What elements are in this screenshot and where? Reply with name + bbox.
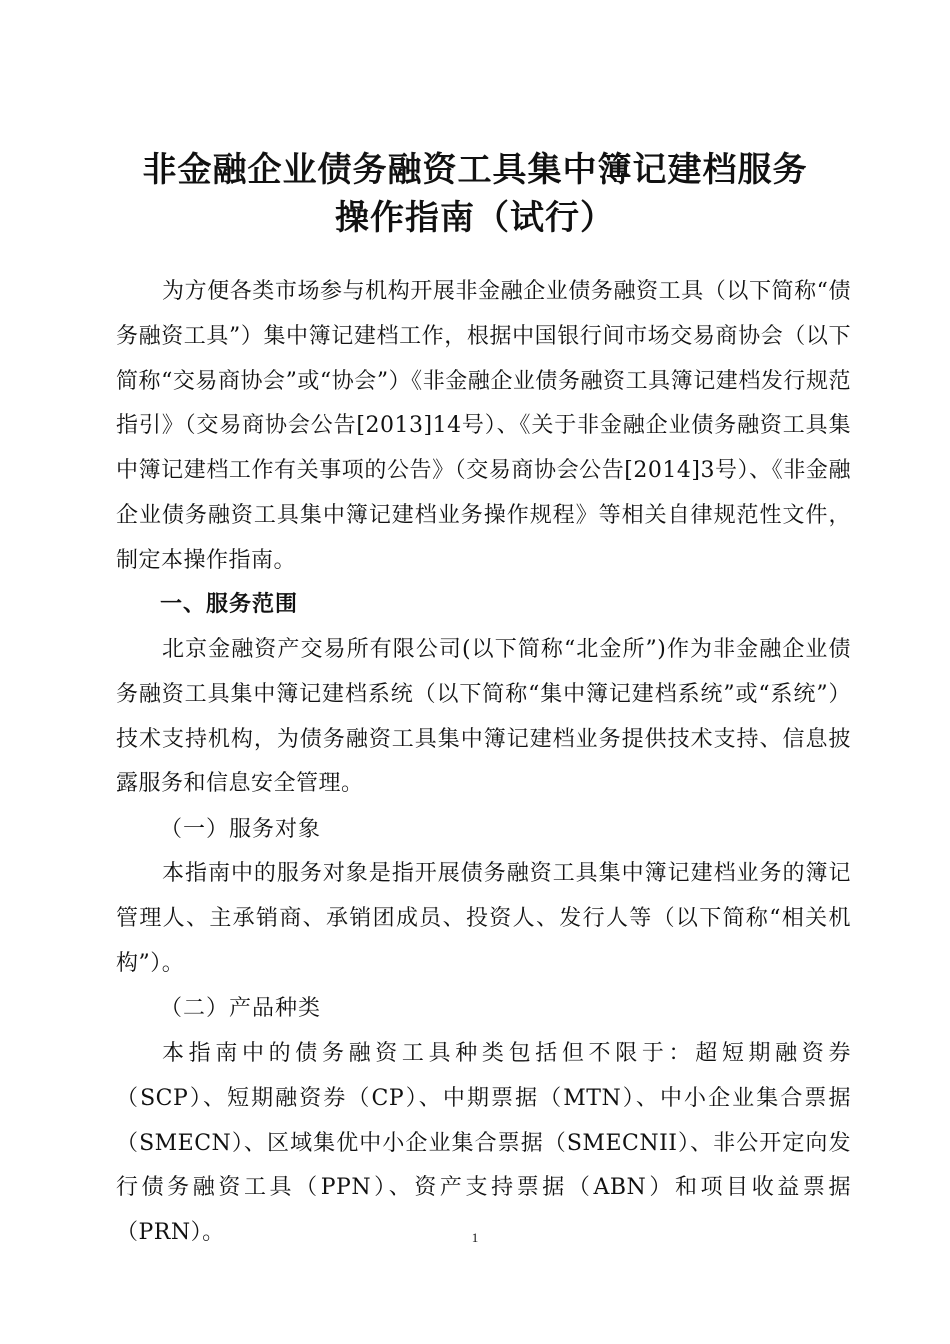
section1-heading: 一、服务范围 <box>160 592 299 617</box>
subsection2-heading: （二）产品种类 <box>160 996 322 1021</box>
subsection1-paragraph: 本指南中的服务对象是指开展债务融资工具集中簿记建档业务的簿记管理人、主承销商、承销团成员、投资人、发行人等（以下简称“相关机构”）。 <box>116 861 851 976</box>
intro-paragraph: 为方便各类市场参与机构开展非金融企业债务融资工具（以下简称“债务融资工具”）集中簿记建档工作，根据中国银行间市场交易商协会（以下简称“交易商协会”或“协会”）《非金融企业债务融资工具簿记建档发行规范指引》（交易商协会公告[2013]14号）、《关于非金融企业债务融资工具集中簿记建档工作有关事项的公告》（交易商协会公告[2014]3号）、《非金融企业债务融资工具集中簿记建档业务操作规程》等相关自律规范性文件，制定本操作指南。 <box>116 279 851 573</box>
section1-paragraph: 北京金融资产交易所有限公司(以下简称“北金所”)作为非金融企业债务融资工具集中簿记建档系统（以下简称“集中簿记建档系统”或“系统”）技术支持机构，为债务融资工具集中簿记建档业务提供技术支持、信息披露服务和信息安全管理。 <box>116 637 851 797</box>
document-title-line2: 操作指南（试行） <box>335 198 615 238</box>
subsection1-heading: （一）服务对象 <box>160 817 322 842</box>
document-title-line1: 非金融企业债务融资工具集中簿记建档服务 <box>142 150 808 190</box>
page-number: 1 <box>471 1230 479 1245</box>
subsection2-paragraph: 本指南中的债务融资工具种类包括但不限于：超短期融资券（SCP）、短期融资券（CP）、中期票据（MTN）、中小企业集合票据（SMECN）、区域集优中小企业集合票据（SMECNII）、非公开定向发行债务融资工具（PPN）、资产支持票据（ABN）和项目收益票据（PRN）。 <box>116 1041 851 1246</box>
